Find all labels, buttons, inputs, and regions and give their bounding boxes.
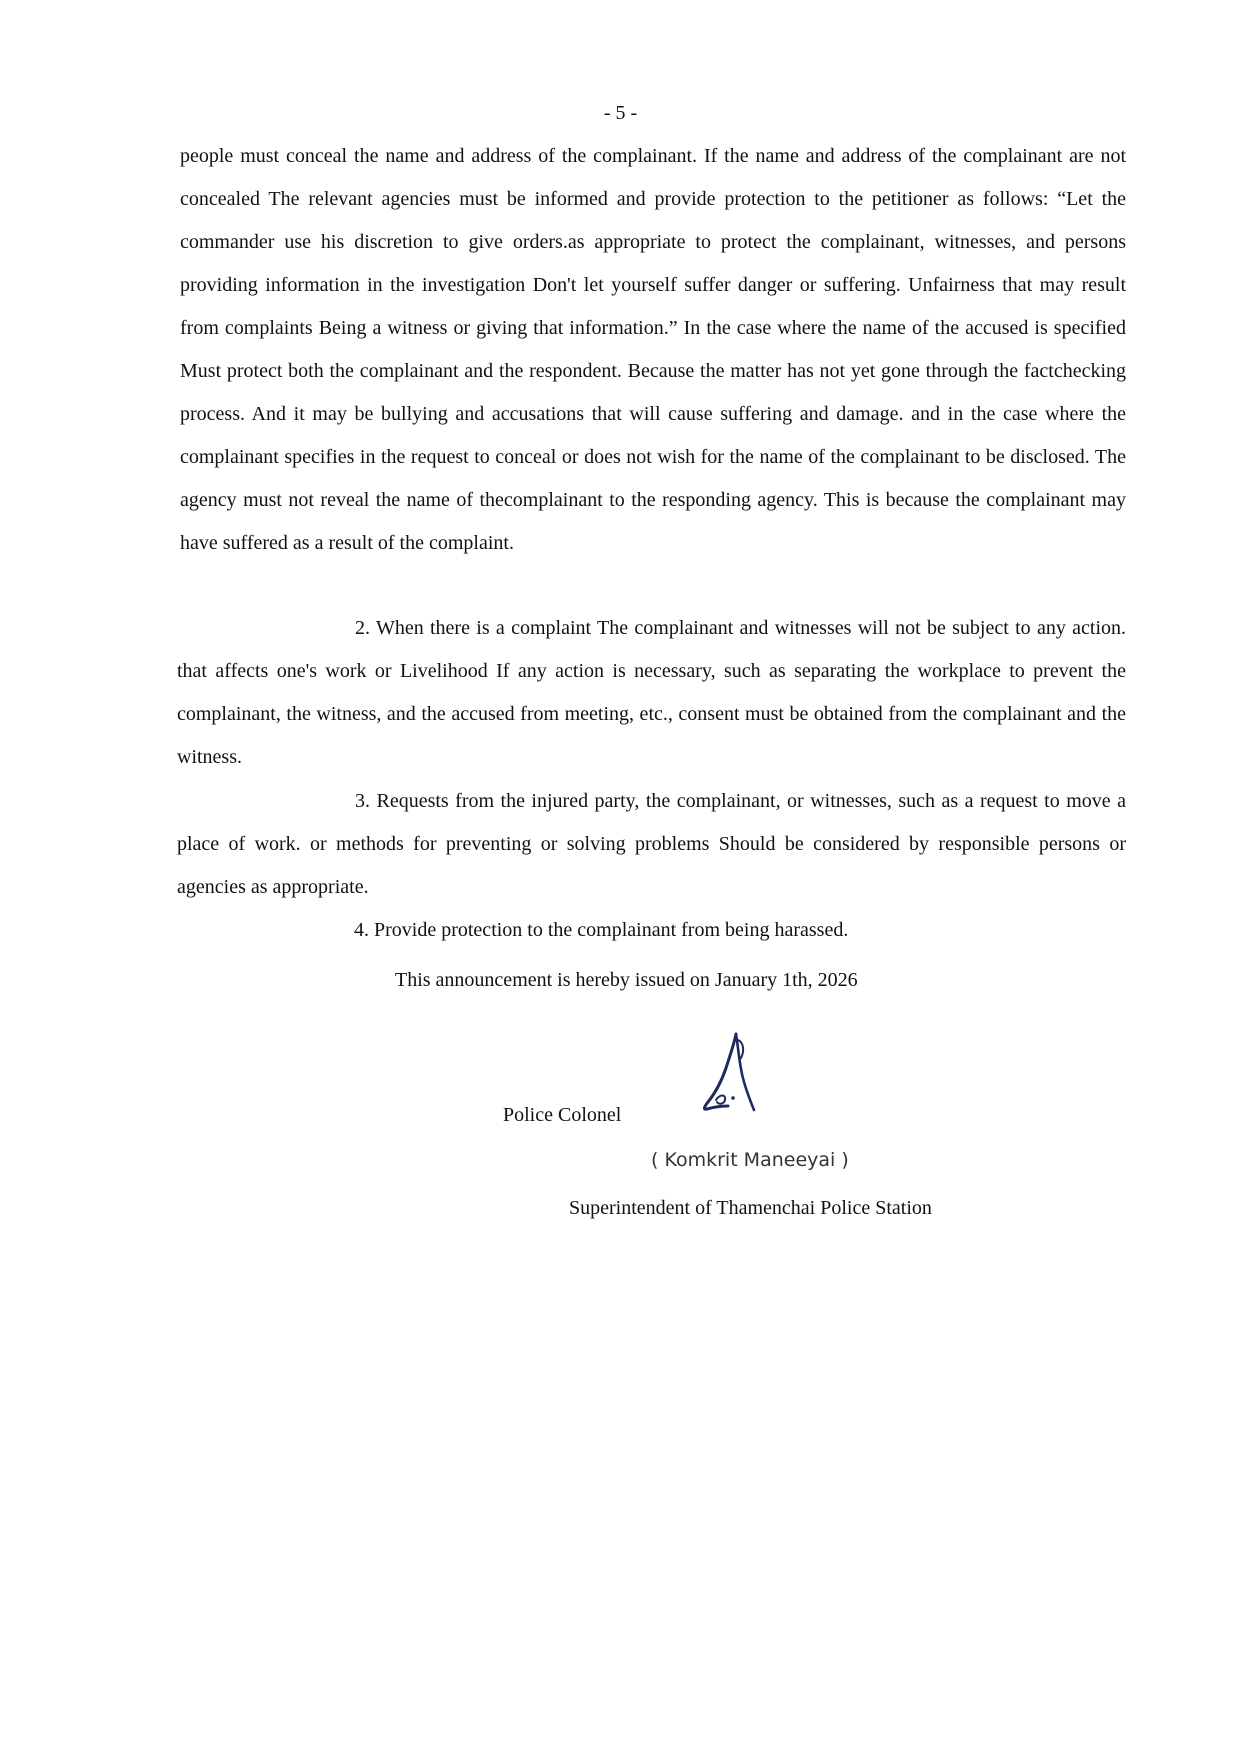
body-paragraph-3: 3. Requests from the injured party, the complainant, or witnesses, such as a request to move a place of work. or methods for preventing or solving problems Should be considered by responsible persons or agencies as appropriate. — [177, 790, 1126, 898]
body-paragraph-1: people must conceal the name and address of the complainant. If the name and address of the complainant are not concealed The relevant agencies must be informed and provide protection to the petitioner as follows: “Let the commander use his discretion to give orders.as appropriate to protect the complainant, witnesses, and persons providing information in the investigation Don't let yourself suffer danger or suffering. Unfairness that may result from complaints Being a witness or giving that information.” In the case where the name of the accused is specified Must protect both the complainant and the respondent. Because the matter has not yet gone through the factchecking process. And it may be bullying and accusations that will cause suffering and damage. and in the case where the complainant specifies in the request to conceal or does not wish for the name of the complainant to be disclosed. The agency must not reveal the name of thecomplainant to the responding agency. This is because the complainant may have suffered as a result of the complaint. — [180, 145, 1126, 554]
signer-rank: Police Colonel — [503, 1104, 622, 1126]
body-paragraph-2: 2. When there is a complaint The complainant and witnesses will not be subject to any action. that affects one's work or Livelihood If any action is necessary, such as separating the workplace to prevent the complainant, the witness, and the accused from meeting, etc., consent must be obtained from the complainant and the witness. — [177, 617, 1126, 768]
handwritten-signature-icon — [698, 1030, 768, 1120]
signer-title: Superintendent of Thamenchai Police Station — [569, 1197, 932, 1219]
body-paragraph-4: 4. Provide protection to the complainant from being harassed. — [354, 919, 849, 941]
page-number: - 5 - — [603, 102, 638, 124]
signer-name: ( Komkrit Maneeyai ) — [651, 1149, 849, 1171]
announcement-date-line: This announcement is hereby issued on January 1th, 2026 — [395, 969, 858, 991]
